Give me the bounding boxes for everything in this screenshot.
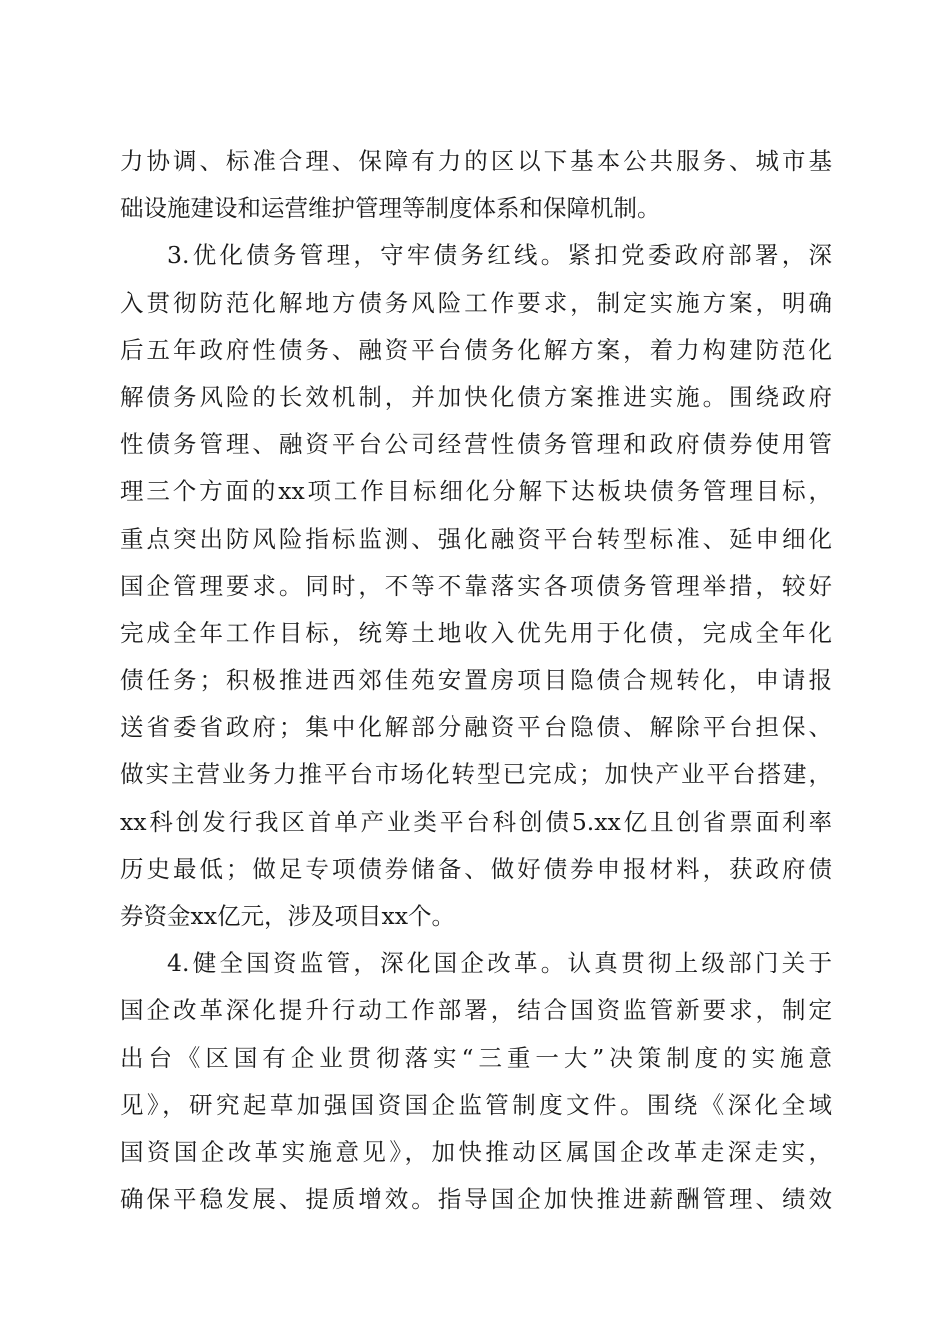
- text-line: 送省委省政府；集中化解部分融资平台隐债、解除平台担保、: [120, 713, 832, 742]
- text-line: 性债务管理、融资平台公司经营性债务管理和政府债券使用管: [120, 430, 832, 459]
- text-line: 见》，研究起草加强国资国企监管制度文件。围绕《深化全域: [120, 1090, 832, 1119]
- text-line: xx科创发行我区首单产业类平台科创债5.xx亿且创省票面利率: [120, 807, 832, 836]
- text-line: 债任务；积极推进西郊佳苑安置房项目隐债合规转化，申请报: [120, 666, 832, 695]
- section-3-heading-line: 3.优化债务管理，守牢债务红线。紧扣党委政府部署，深: [167, 241, 832, 270]
- body-text: [120, 138, 832, 1223]
- text-line: 历史最低；做足专项债券储备、做好债券申报材料，获政府债: [120, 854, 832, 883]
- section-4-heading-line: 4.健全国资监管，深化国企改革。认真贯彻上级部门关于: [167, 949, 832, 978]
- text-line: 力协调、标准合理、保障有力的区以下基本公共服务、城市基: [120, 147, 832, 175]
- text-line: 理三个方面的xx项工作目标细化分解下达板块债务管理目标，: [120, 477, 832, 506]
- text-line: 确保平稳发展、提质增效。指导国企加快推进薪酬管理、绩效: [120, 1185, 832, 1214]
- text-line: 解债务风险的长效机制，并加快化债方案推进实施。围绕政府: [120, 382, 832, 411]
- text-line: 出台《区国有企业贯彻落实“三重一大”决策制度的实施意: [120, 1043, 832, 1072]
- text-line: 做实主营业务力推平台市场化转型已完成；加快产业平台搭建，: [120, 760, 832, 789]
- text-line: 国企管理要求。同时，不等不靠落实各项债务管理举措，较好: [120, 571, 832, 600]
- text-line: 完成全年工作目标，统筹土地收入优先用于化债，完成全年化: [120, 618, 832, 647]
- text-line: 入贯彻防范化解地方债务风险工作要求，制定实施方案，明确: [120, 288, 832, 317]
- text-line: 券资金xx亿元，涉及项目xx个。: [120, 902, 456, 930]
- text-line: 础设施建设和运营维护管理等制度体系和保障机制。: [120, 194, 661, 223]
- text-line: 后五年政府性债务、融资平台债务化解方案，着力构建防范化: [120, 335, 832, 364]
- text-line: 国资国企改革实施意见》，加快推动区属国企改革走深走实，: [120, 1137, 832, 1166]
- text-line: 国企改革深化提升行动工作部署，结合国资监管新要求，制定: [120, 996, 832, 1025]
- text-line: 重点突出防风险指标监测、强化融资平台转型标准、延申细化: [120, 524, 832, 553]
